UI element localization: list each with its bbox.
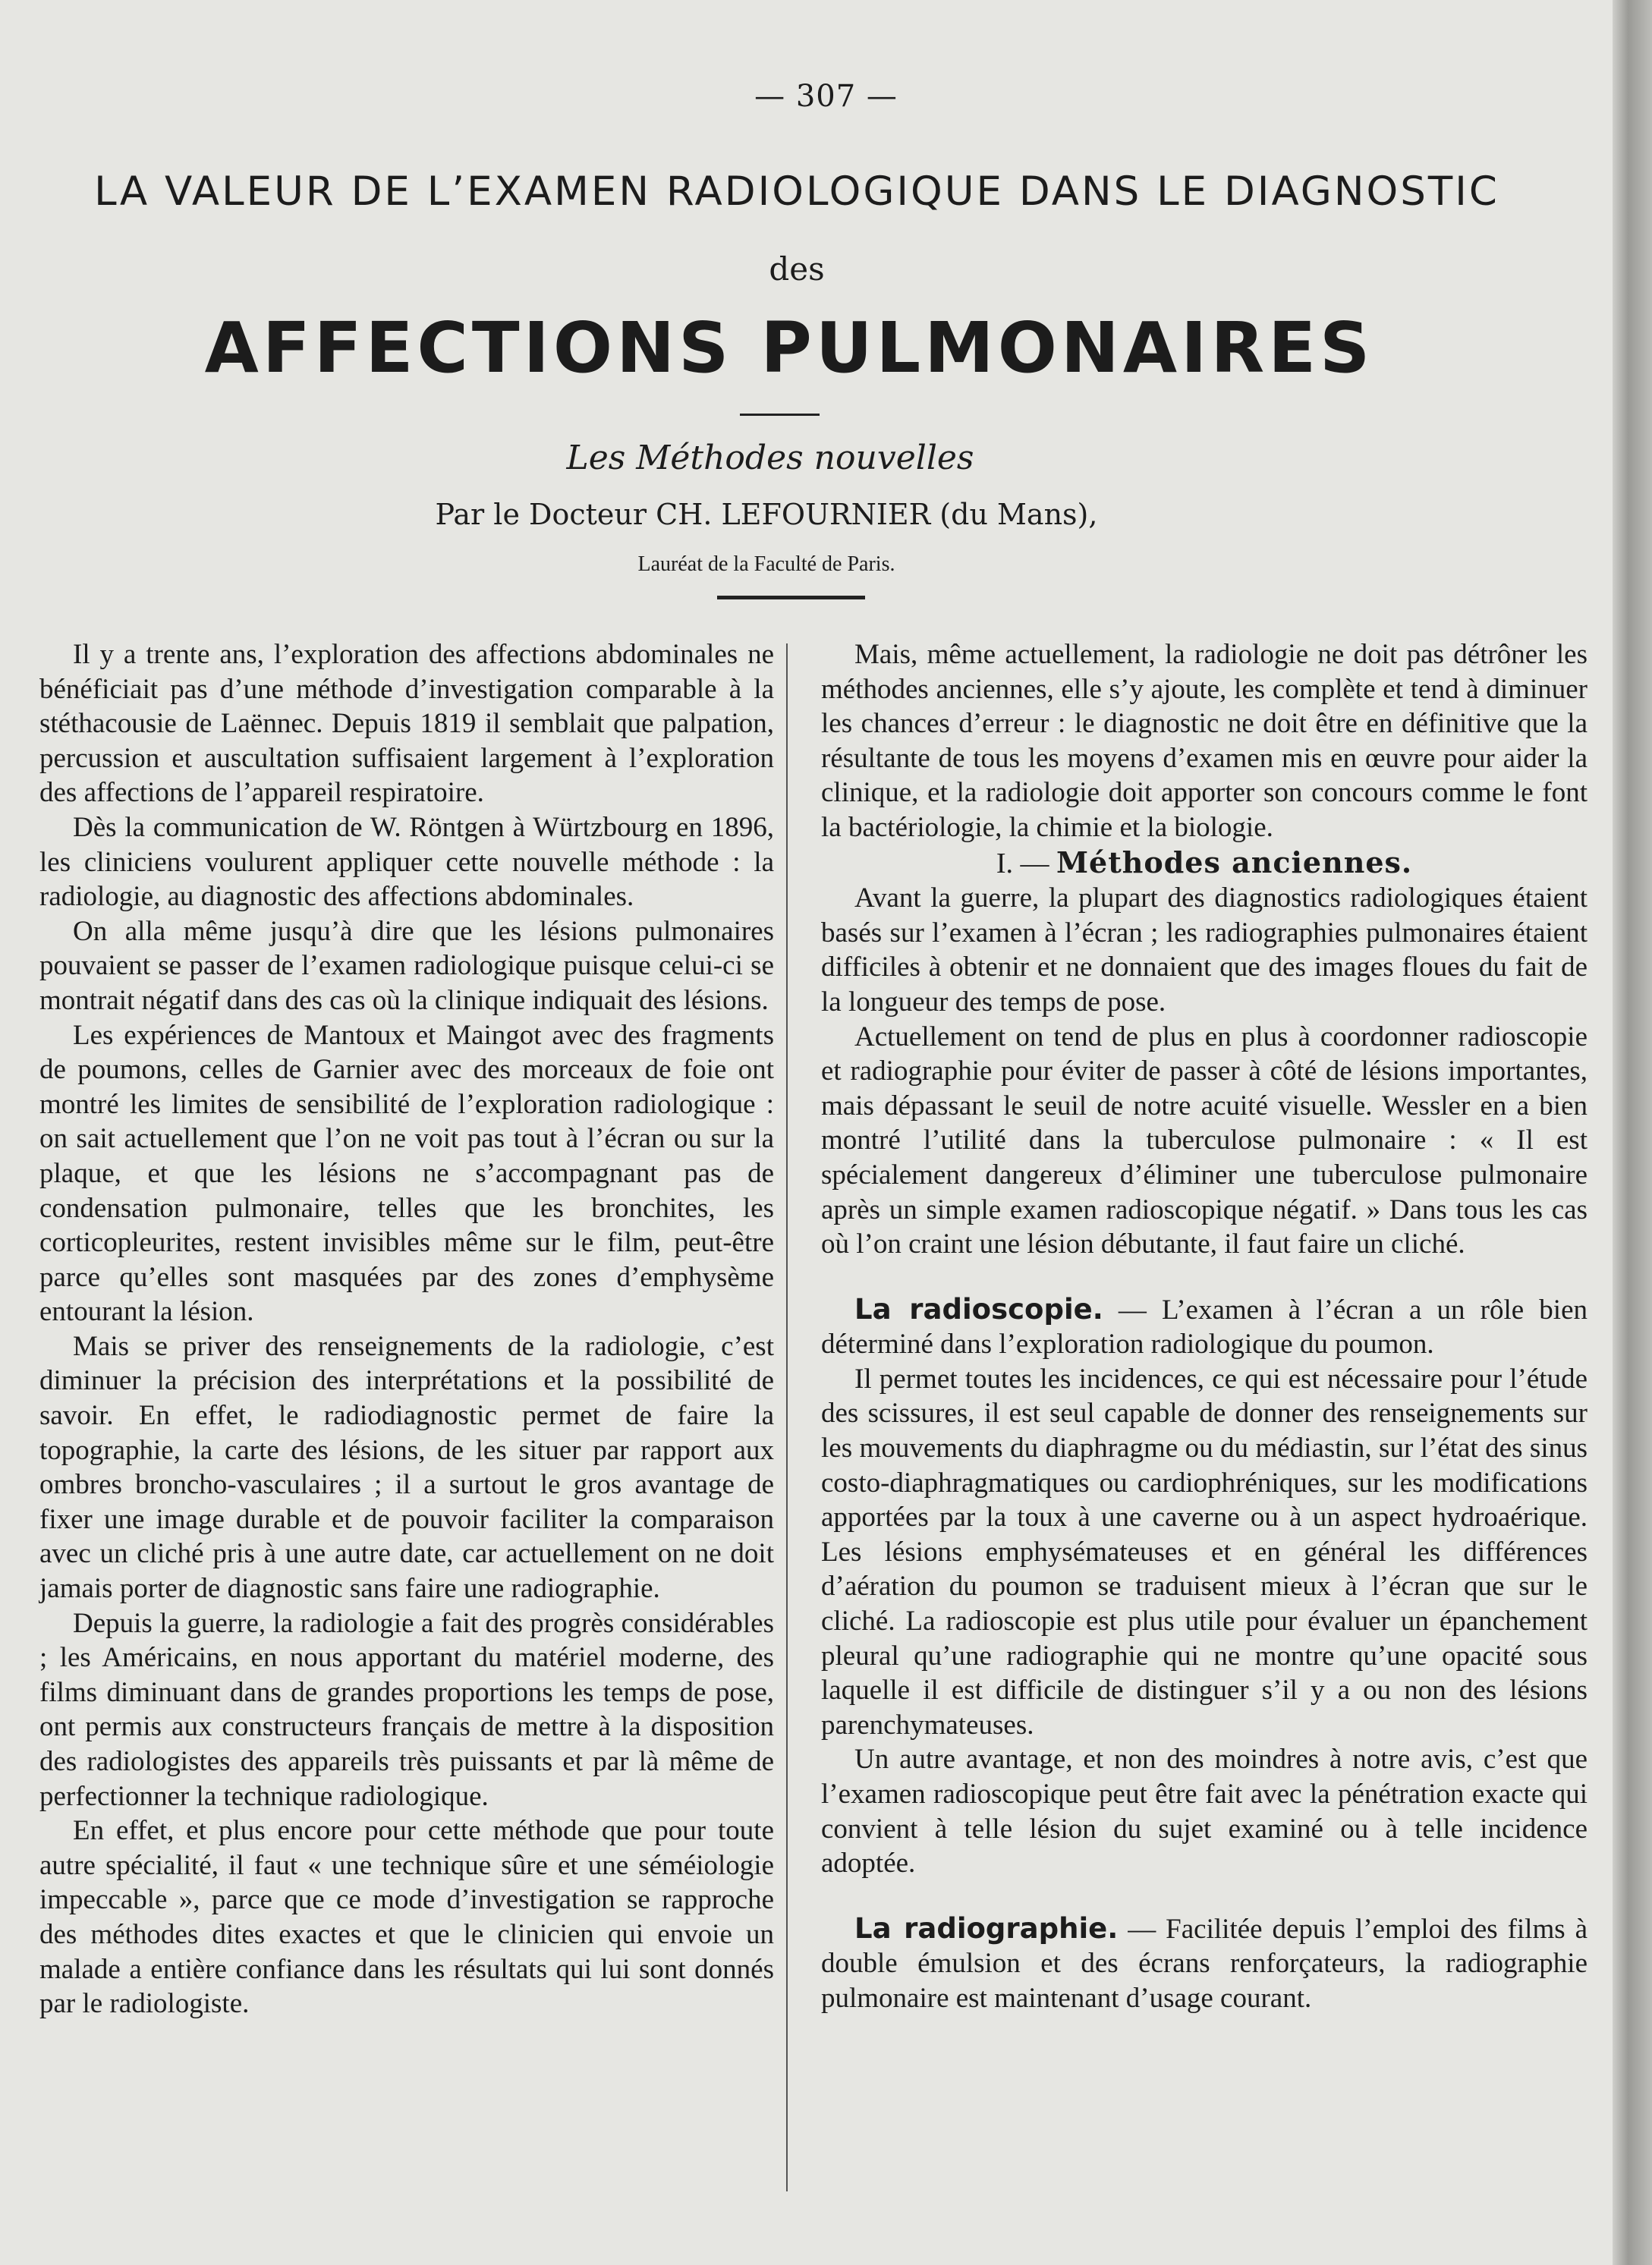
subsection-text: — L’examen à l’écran a un rôle bien déterminé dans l’exploration radiologique du poumon.	[821, 1294, 1587, 1361]
paragraph: Il y a trente ans, l’exploration des affections abdominales ne bénéficiait pas d’une méthode d’investigation comparable à la stéthacousie de Laënnec. Depuis 1819 il semblait que palpation, percussion et auscultation suffisaient largement à l’exploration des affections de l’appareil respiratoire.	[39, 639, 774, 809]
paragraph: Avant la guerre, la plupart des diagnostics radiologiques étaient basés sur l’examen à l’écran ; les radiographies pulmonaires étaient difficiles à obtenir et ne donnaient que des images floues du fait de la longueur des temps de pose.	[821, 882, 1587, 1018]
left-column	[39, 637, 774, 2021]
paragraph: Il permet toutes les incidences, ce qui est nécessaire pour l’étude des scissures, il est seul capable de donner des renseignements sur les mouvements du diaphragme ou du médiastin, sur l’état des sinus costo-diaphragmatiques ou cardiophréniques, sur les modifications apportées par la toux à une caverne ou à un aspect hydroaérique. Les lésions emphysémateuses et en général les différences d’aération du poumon se traduisent mieux à l’écran que sur le cliché. La radioscopie est plus utile pour évaluer un épanchement pleural qu’une radiographie qui ne montre qu’une opacité sous laquelle il est difficile de distinguer s’il y a ou non des lésions parenchymateuses.	[821, 1363, 1587, 1741]
page-number: — 307 —	[754, 79, 898, 114]
page-binding-edge	[1613, 0, 1652, 2265]
paragraph: En effet, et plus encore pour cette méthode que pour toute autre spécialité, il faut « une technique sûre et une séméiologie impeccable », parce que ce mode d’investigation se rapproche des méthodes dites exactes et que le clinicien qui envoie un malade a entière confiance dans les résultats qui lui sont donnés par le radiologiste.	[39, 1815, 774, 2020]
right-column	[821, 637, 1587, 2016]
author-byline: Par le Docteur CH. LEFOURNIER (du Mans),	[435, 498, 1098, 531]
paragraph: Depuis la guerre, la radiologie a fait des progrès considérables ; les Américains, en nous apportant du matériel moderne, des films diminuant dans de grandes proportions les temps de pose, ont permis aux constructeurs français de mettre à la disposition des radiologistes des appareils très puissants et par là même de perfectionner la technique radiologique.	[39, 1607, 774, 1812]
paragraph: Mais se priver des renseignements de la radiologie, c’est diminuer la précision des interprétations et la possibilité de savoir. En effet, le radiodiagnostic permet de faire la topographie, la carte des lésions, de les situer par rapport aux ombres broncho-vasculaires ; il a surtout le gros avantage de fixer une image durable et de pouvoir faciliter la comparaison avec un cliché pris à une autre date, car actuellement on ne doit jamais porter de diagnostic sans faire une radiographie.	[39, 1330, 774, 1605]
paragraph	[821, 1292, 1587, 1362]
article-title-connector: des	[769, 250, 825, 288]
title-divider	[740, 414, 820, 416]
author-affiliation: Lauréat de la Faculté de Paris.	[637, 552, 895, 576]
paragraph: Un autre avantage, et non des moindres à notre avis, c’est que l’examen radioscopique peut être fait avec la pénétration exacte qui convient à telle lésion du sujet examiné ou à telle incidence adoptée.	[821, 1744, 1587, 1880]
section-title: Méthodes anciennes.	[1056, 845, 1413, 879]
section-number: I. —	[996, 847, 1049, 879]
paragraph: Dès la communication de W. Röntgen à Würtzbourg en 1896, les cliniciens voulurent appliquer cette nouvelle méthode : la radiologie, au diagnostic des affections abdominales.	[39, 811, 774, 913]
paragraph: Les expériences de Mantoux et Maingot avec des fragments de poumons, celles de Garnier avec des morceaux de foie ont montré les limites de sensibilité de l’exploration radiologique : on sait actuellement que l’on ne voit pas tout à l’écran ou sur la plaque, et que les lésions ne s’accompagnant pas de condensation pulmonaire, telles que les bronchites, les corticopleurites, restent invisibles même sur le film, peut-être parce qu’elles sont masquées par des zones d’emphysème entourant la lésion.	[39, 1019, 774, 1328]
header-divider	[717, 596, 865, 599]
article-title-line1: LA VALEUR DE L’EXAMEN RADIOLOGIQUE DANS LE DIAGNOSTIC	[94, 168, 1499, 215]
paragraph: On alla même jusqu’à dire que les lésions pulmonaires pouvaient se passer de l’examen radiologique puisque celui-ci se montrait négatif dans des cas où la clinique indiquait des lésions.	[39, 915, 774, 1016]
column-divider	[786, 643, 788, 2191]
paragraph: Actuellement on tend de plus en plus à coordonner radioscopie et radiographie pour éviter de passer à côté de lésions importantes, mais dépassant le seuil de notre acuité visuelle. Wessler en a bien montré l’utilité dans la tuberculose pulmonaire : « Il est spécialement dangereux d’éliminer une tuberculose pulmonaire après un simple examen radioscopique négatif. » Dans tous les cas où l’on craint une lésion débutante, il faut faire un cliché.	[821, 1021, 1587, 1260]
paragraph: Mais, même actuellement, la radiologie ne doit pas détrôner les méthodes anciennes, elle s’y ajoute, les complète et tend à diminuer les chances d’erreur : le diagnostic ne doit être en définitive que la résultante de tous les moyens d’examen mis en œuvre pour aider la clinique, et la radiologie doit apporter son concours comme le font la bactériologie, la chimie et la biologie.	[821, 639, 1587, 843]
section-heading	[821, 845, 1587, 882]
subsection-heading: La radioscopie.	[854, 1292, 1103, 1326]
paragraph	[821, 1911, 1587, 2016]
subsection-heading: La radiographie.	[854, 1911, 1119, 1945]
article-subtitle: Les Méthodes nouvelles	[566, 439, 974, 477]
article-title-main: AFFECTIONS PULMONAIRES	[204, 307, 1374, 389]
subsection-text: — Facilitée depuis l’emploi des films à double émulsion et des écrans renforçateurs, la radiographie pulmonaire est maintenant d’usage courant.	[821, 1913, 1587, 2014]
